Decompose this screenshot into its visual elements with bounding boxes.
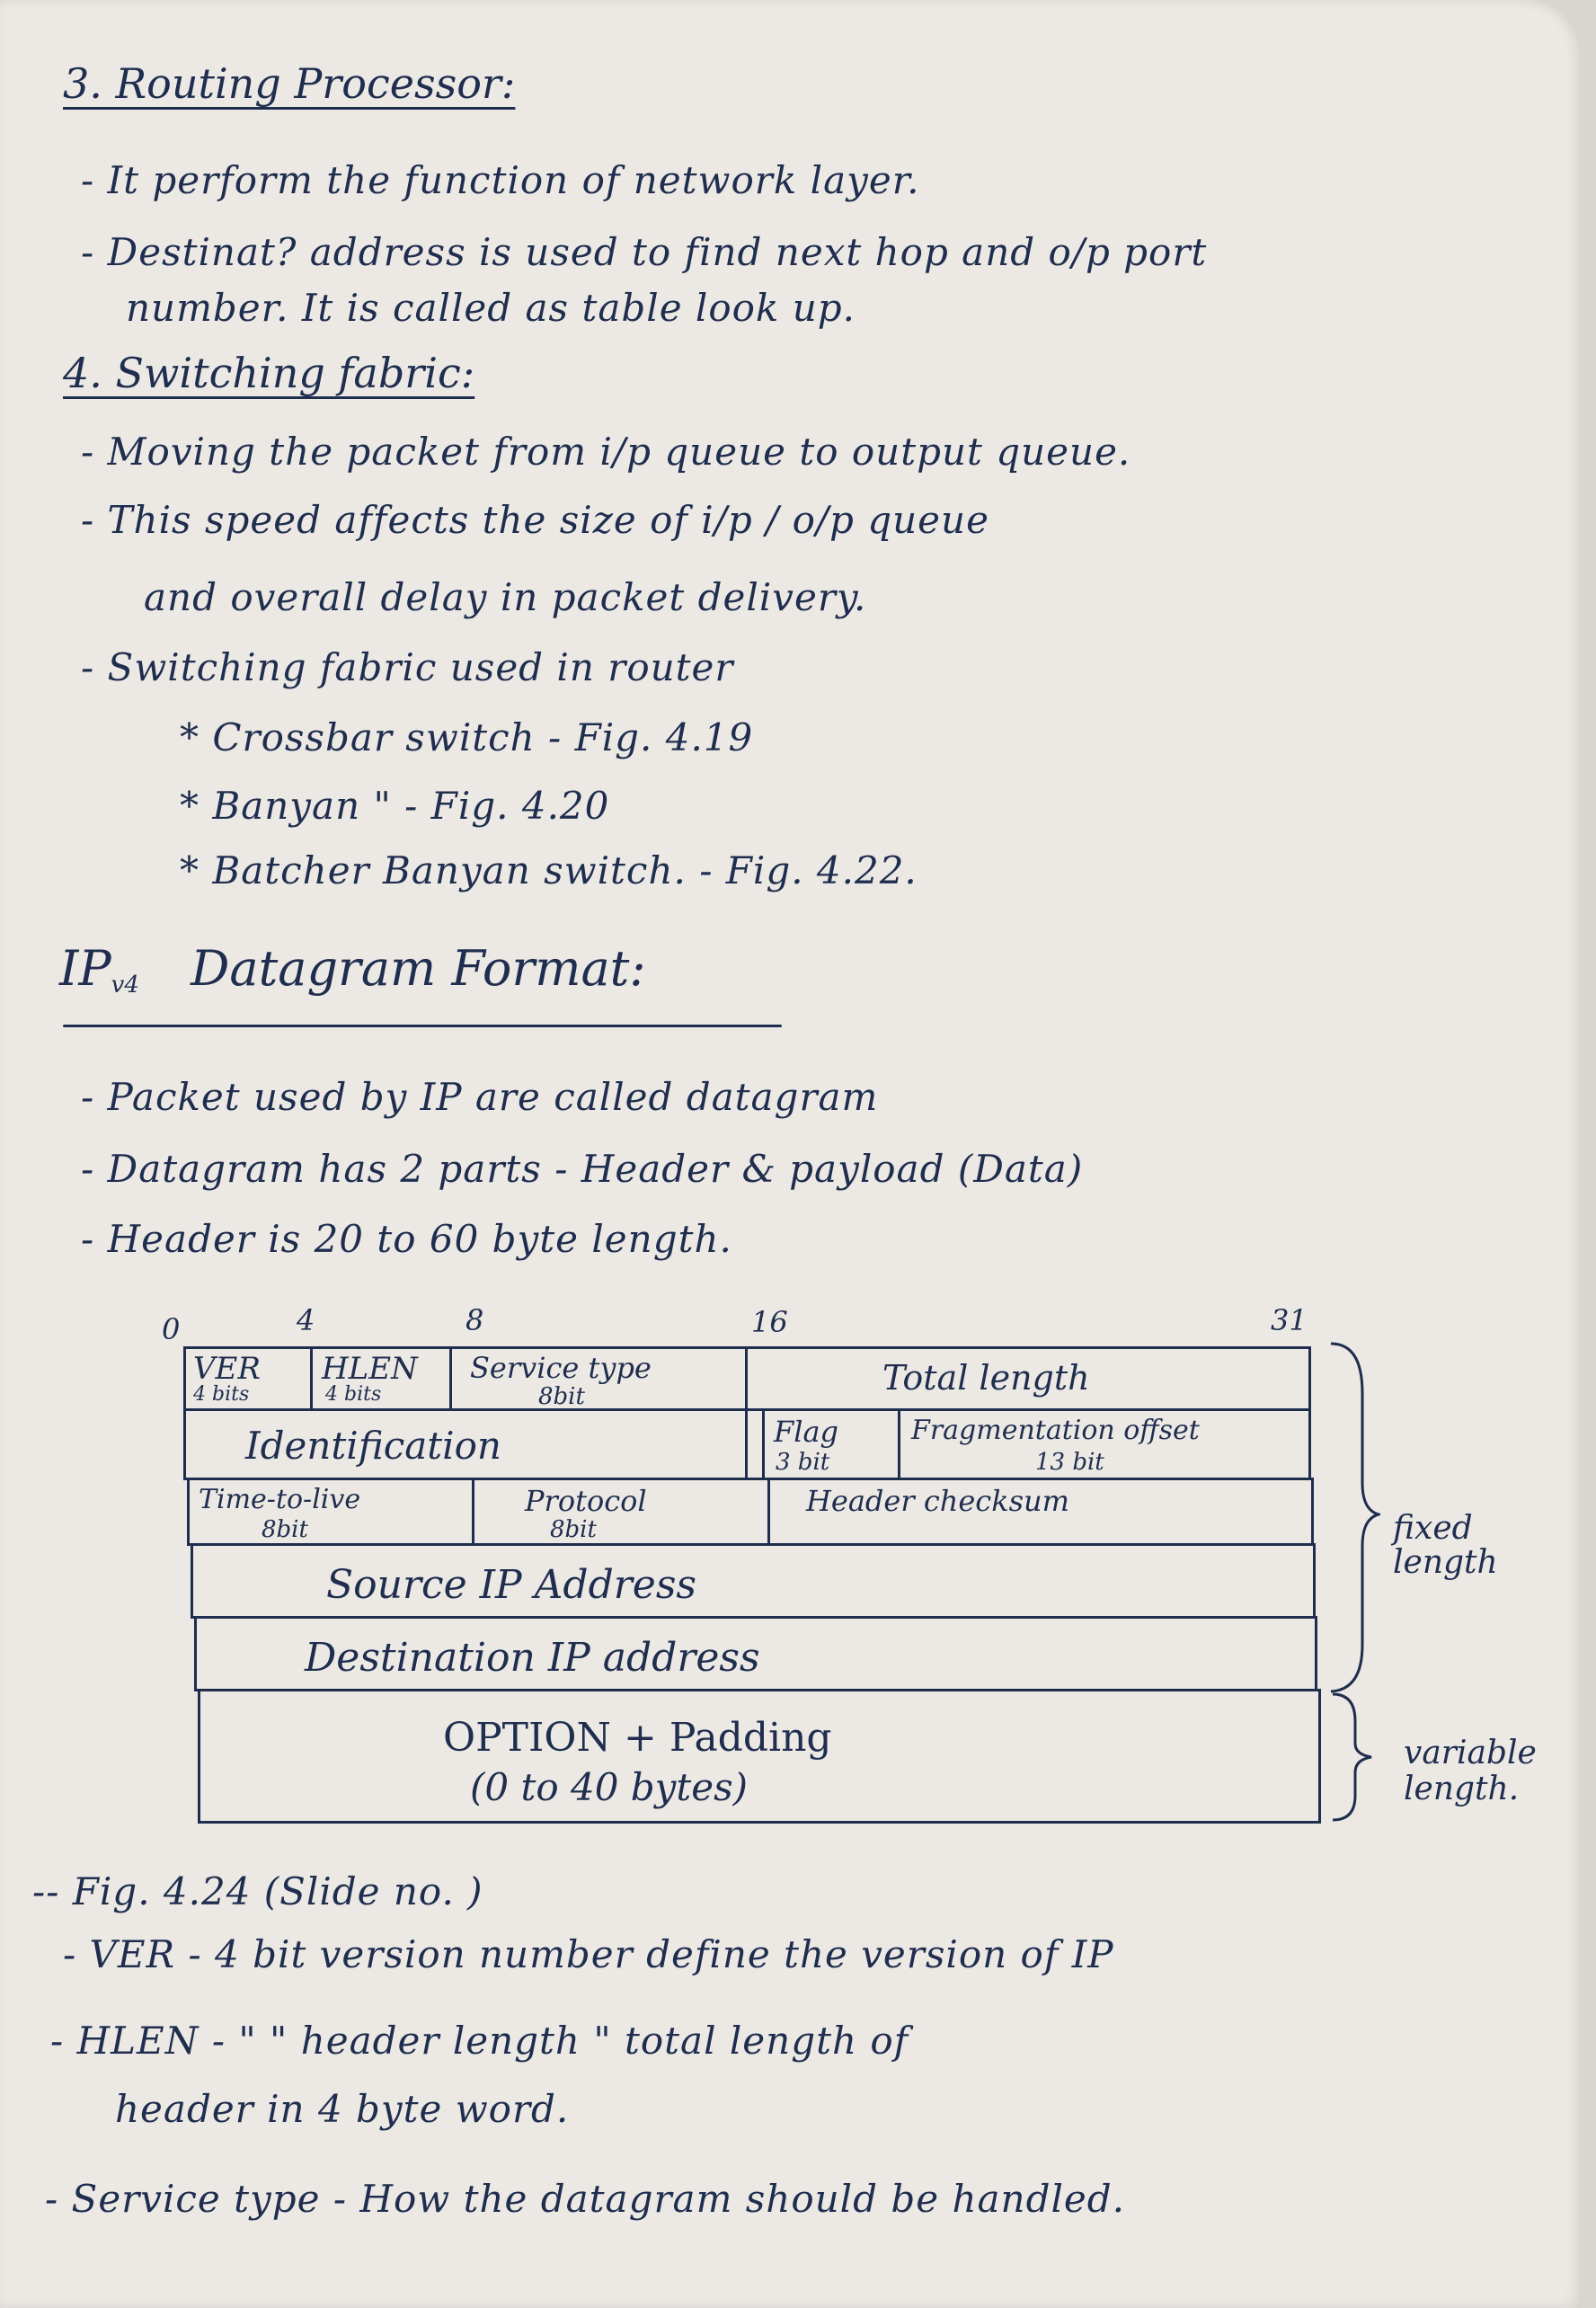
fixed-length-brace (1326, 1339, 1380, 1699)
routing-line-2: - Destinat? address is used to find next hop and o/p port (81, 230, 1208, 274)
bit-mark-8: 8 (466, 1303, 484, 1337)
bit-mark-16: 16 (751, 1305, 788, 1339)
field-header-checksum (767, 1478, 1314, 1546)
field-destination-label: Destination IP address (305, 1635, 760, 1681)
ipv4-header-diagram (162, 1294, 1537, 1833)
field-identification (183, 1408, 748, 1480)
field-frag-label: Fragmentation offset (911, 1415, 1200, 1446)
field-source-label: Source IP Address (326, 1562, 696, 1608)
notes-line-2: - VER - 4 bit version number define the version of IP (63, 1932, 1114, 1976)
ipv4-heading (59, 940, 646, 999)
field-hlen (310, 1346, 452, 1411)
field-service-type (449, 1346, 748, 1411)
bit-mark-0: 0 (162, 1312, 181, 1346)
field-destination-ip (194, 1616, 1317, 1691)
switching-line-4: - Switching fabric used in router (81, 645, 734, 689)
field-source-ip (191, 1543, 1316, 1619)
field-ttl-bits: 8bit (262, 1516, 308, 1543)
fixed-label-2: length (1393, 1544, 1498, 1581)
field-total-label: Total length (882, 1358, 1090, 1398)
field-total-length (745, 1346, 1311, 1411)
field-service-bits: 8bit (538, 1383, 585, 1410)
notes-line-4: header in 4 byte word. (115, 2087, 570, 2131)
fixed-label-1: fixed (1393, 1510, 1473, 1547)
switching-line-1: - Moving the packet from i/p queue to output queue. (81, 430, 1131, 474)
ipv4-heading-rest: Datagram Format: (191, 940, 646, 997)
field-identification-label: Identification (245, 1424, 501, 1468)
routing-heading: 3. Routing Processor: (63, 59, 516, 108)
field-flag-bits: 3 bit (776, 1449, 830, 1476)
field-service-label: Service type (470, 1351, 652, 1385)
variable-label-2: length. (1404, 1771, 1520, 1807)
routing-line-1: - It perform the function of network layer. (81, 158, 920, 202)
switch-type-batcher: * Batcher Banyan switch. - Fig. 4.22. (180, 848, 918, 892)
field-option-label: OPTION + Padding (443, 1715, 832, 1761)
ipv4-line-1: - Packet used by IP are called datagram (81, 1075, 879, 1119)
field-protocol-label: Protocol (525, 1484, 647, 1518)
field-hlen-label: HLEN (322, 1351, 418, 1387)
field-protocol-bits: 8bit (550, 1516, 597, 1543)
field-checksum-label: Header checksum (806, 1484, 1069, 1518)
switching-line-3: and overall delay in packet delivery. (144, 575, 867, 619)
variable-label-1: variable (1404, 1735, 1537, 1771)
field-protocol (472, 1478, 770, 1546)
ipv4-heading-ip: IP (59, 940, 111, 997)
notes-line-5: - Service type - How the datagram should be handled. (45, 2177, 1125, 2221)
ipv4-line-3: - Header is 20 to 60 byte length. (81, 1217, 732, 1261)
switching-line-2: - This speed affects the size of i/p / o/p queue (81, 498, 989, 542)
variable-length-brace (1328, 1690, 1382, 1824)
switch-type-crossbar: * Crossbar switch - Fig. 4.19 (180, 715, 754, 759)
field-flag-label: Flag (774, 1415, 838, 1449)
bit-mark-4: 4 (297, 1303, 315, 1337)
notes-line-1: -- Fig. 4.24 (Slide no. ) (32, 1869, 483, 1913)
notes-line-3: - HLEN - " " header length " total length of (50, 2019, 909, 2063)
routing-line-3: number. It is called as table look up. (126, 286, 856, 330)
field-ver-bits: 4 bits (193, 1383, 250, 1406)
field-ttl-label: Time-to-live (199, 1484, 361, 1515)
field-option-size: (0 to 40 bytes) (470, 1765, 749, 1809)
switching-heading: 4. Switching fabric: (63, 349, 475, 397)
field-flag (762, 1408, 900, 1480)
field-ver (183, 1346, 313, 1411)
field-hlen-bits: 4 bits (325, 1383, 382, 1406)
ipv4-heading-underline (63, 1025, 782, 1027)
bit-mark-31: 31 (1271, 1303, 1308, 1337)
switch-type-banyan: * Banyan " - Fig. 4.20 (180, 784, 610, 828)
ipv4-line-2: - Datagram has 2 parts - Header & payload (Data) (81, 1147, 1084, 1191)
field-options (198, 1689, 1321, 1824)
field-ttl (187, 1478, 474, 1546)
field-fragment-offset (898, 1408, 1311, 1480)
field-ver-label: VER (193, 1351, 261, 1387)
field-frag-bits: 13 bit (1035, 1449, 1104, 1476)
ipv4-heading-sub: v4 (111, 972, 139, 999)
